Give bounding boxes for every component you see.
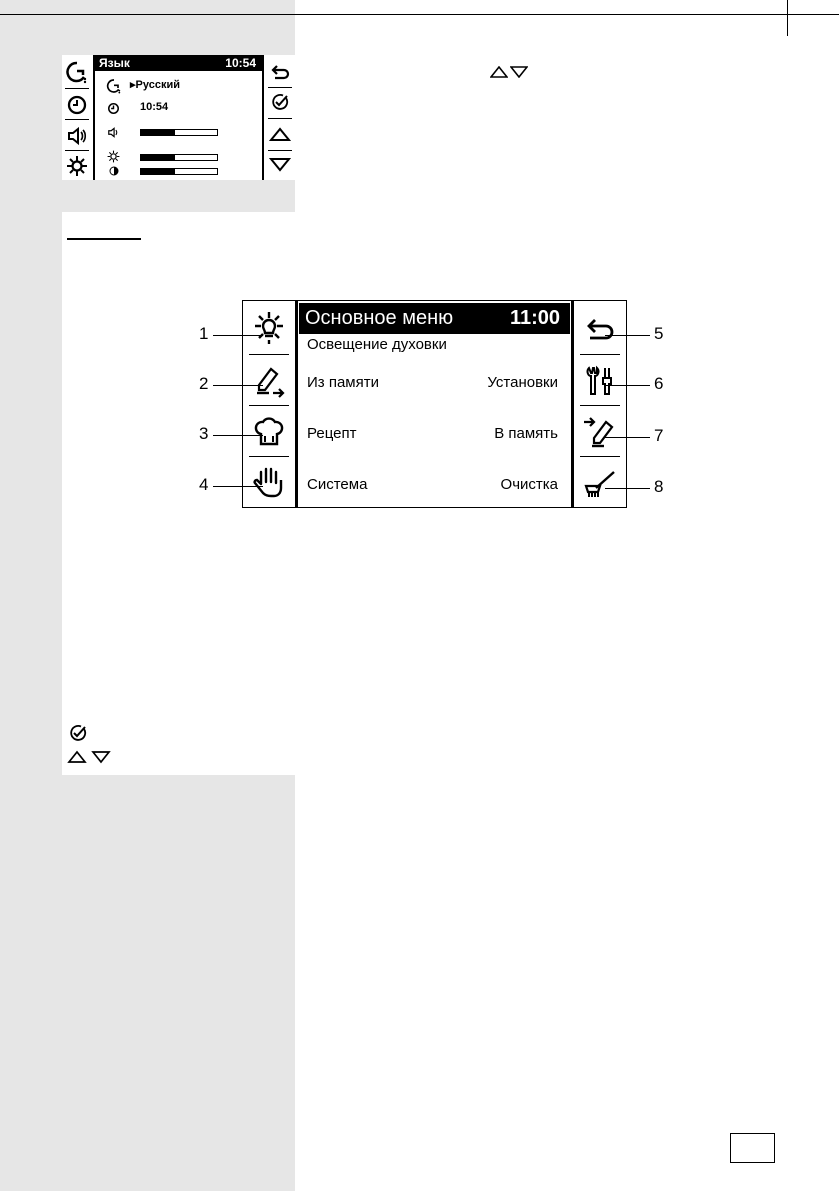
oven-light-icon[interactable] bbox=[243, 303, 295, 353]
cleaning-icon[interactable] bbox=[574, 457, 626, 507]
clock-icon bbox=[107, 102, 120, 115]
down-icon bbox=[510, 66, 528, 78]
main-menu-title: Основное меню bbox=[305, 307, 454, 329]
language-display-left-column bbox=[62, 55, 92, 180]
cleaning-label[interactable]: Очистка bbox=[500, 476, 558, 493]
brightness-level-fill bbox=[141, 155, 175, 160]
page-number-box bbox=[730, 1133, 775, 1163]
callout-8: 8 bbox=[654, 477, 664, 496]
back-icon[interactable] bbox=[265, 57, 295, 85]
language-icon[interactable] bbox=[62, 57, 92, 87]
from-memory-label[interactable]: Из памяти bbox=[307, 374, 379, 391]
up-icon[interactable] bbox=[265, 120, 295, 148]
callout-3: 3 bbox=[199, 424, 209, 443]
confirm-icon bbox=[69, 724, 87, 742]
system-label[interactable]: Система bbox=[307, 476, 368, 493]
separator bbox=[580, 405, 620, 406]
to-memory-icon[interactable] bbox=[574, 407, 626, 457]
language-display bbox=[62, 55, 295, 180]
up-icon bbox=[490, 66, 508, 78]
divider bbox=[295, 301, 298, 507]
language-value: ▸Русский bbox=[130, 79, 180, 91]
callout-line bbox=[213, 335, 263, 336]
separator bbox=[65, 88, 89, 89]
brightness-icon bbox=[107, 150, 120, 163]
up-icon bbox=[67, 750, 87, 764]
oven-light-label[interactable]: Освещение духовки bbox=[307, 336, 447, 353]
language-icon bbox=[106, 78, 122, 94]
settings-label[interactable]: Установки bbox=[487, 374, 558, 391]
callout-5: 5 bbox=[654, 324, 664, 343]
up-down-arrows bbox=[490, 66, 528, 78]
callout-2: 2 bbox=[199, 374, 209, 393]
separator bbox=[65, 119, 89, 120]
divider bbox=[262, 55, 264, 180]
main-menu-display bbox=[242, 300, 627, 508]
callout-line bbox=[605, 488, 650, 489]
back-icon[interactable] bbox=[574, 303, 626, 353]
main-menu-time: 11:00 bbox=[509, 307, 560, 329]
volume-icon[interactable] bbox=[62, 121, 92, 151]
crop-line bbox=[0, 14, 839, 15]
callout-1: 1 bbox=[199, 324, 209, 343]
contrast-level-fill bbox=[141, 169, 175, 174]
main-menu-right-column bbox=[574, 301, 626, 507]
heading-underline bbox=[67, 238, 141, 240]
language-display-title: Язык bbox=[99, 56, 130, 70]
recipe-label[interactable]: Рецепт bbox=[307, 425, 357, 442]
recipe-icon[interactable] bbox=[243, 407, 295, 457]
volume-level-fill bbox=[141, 130, 175, 135]
separator bbox=[580, 354, 620, 355]
from-memory-icon[interactable] bbox=[243, 356, 295, 406]
main-menu-left-column bbox=[243, 301, 295, 507]
callout-line bbox=[605, 385, 650, 386]
brightness-level-bar[interactable] bbox=[140, 154, 218, 161]
callout-line bbox=[213, 486, 263, 487]
divider bbox=[93, 55, 95, 180]
time-value: 10:54 bbox=[140, 101, 169, 113]
callout-4: 4 bbox=[199, 475, 209, 494]
main-menu-header bbox=[299, 303, 570, 334]
system-hand-icon[interactable] bbox=[243, 457, 295, 507]
callout-line bbox=[605, 437, 650, 438]
separator bbox=[268, 118, 292, 119]
volume-icon bbox=[107, 126, 120, 139]
separator bbox=[249, 405, 289, 406]
down-icon[interactable] bbox=[265, 151, 295, 179]
to-memory-label[interactable]: В память bbox=[494, 425, 558, 442]
settings-icon[interactable] bbox=[574, 356, 626, 406]
callout-7: 7 bbox=[654, 426, 664, 445]
clock-icon[interactable] bbox=[62, 90, 92, 120]
callout-6: 6 bbox=[654, 374, 664, 393]
contrast-level-bar[interactable] bbox=[140, 168, 218, 175]
brightness-icon[interactable] bbox=[62, 151, 92, 181]
separator bbox=[249, 354, 289, 355]
volume-level-bar[interactable] bbox=[140, 129, 218, 136]
callout-line bbox=[605, 335, 650, 336]
callout-line bbox=[213, 435, 263, 436]
crop-tick bbox=[787, 0, 788, 36]
language-display-time: 10:54 bbox=[225, 56, 256, 70]
down-icon bbox=[91, 750, 111, 764]
language-display-right-column bbox=[265, 55, 295, 180]
language-display-header bbox=[95, 55, 262, 71]
callout-line bbox=[213, 385, 263, 386]
contrast-icon bbox=[109, 166, 119, 176]
confirm-icon[interactable] bbox=[265, 88, 295, 116]
